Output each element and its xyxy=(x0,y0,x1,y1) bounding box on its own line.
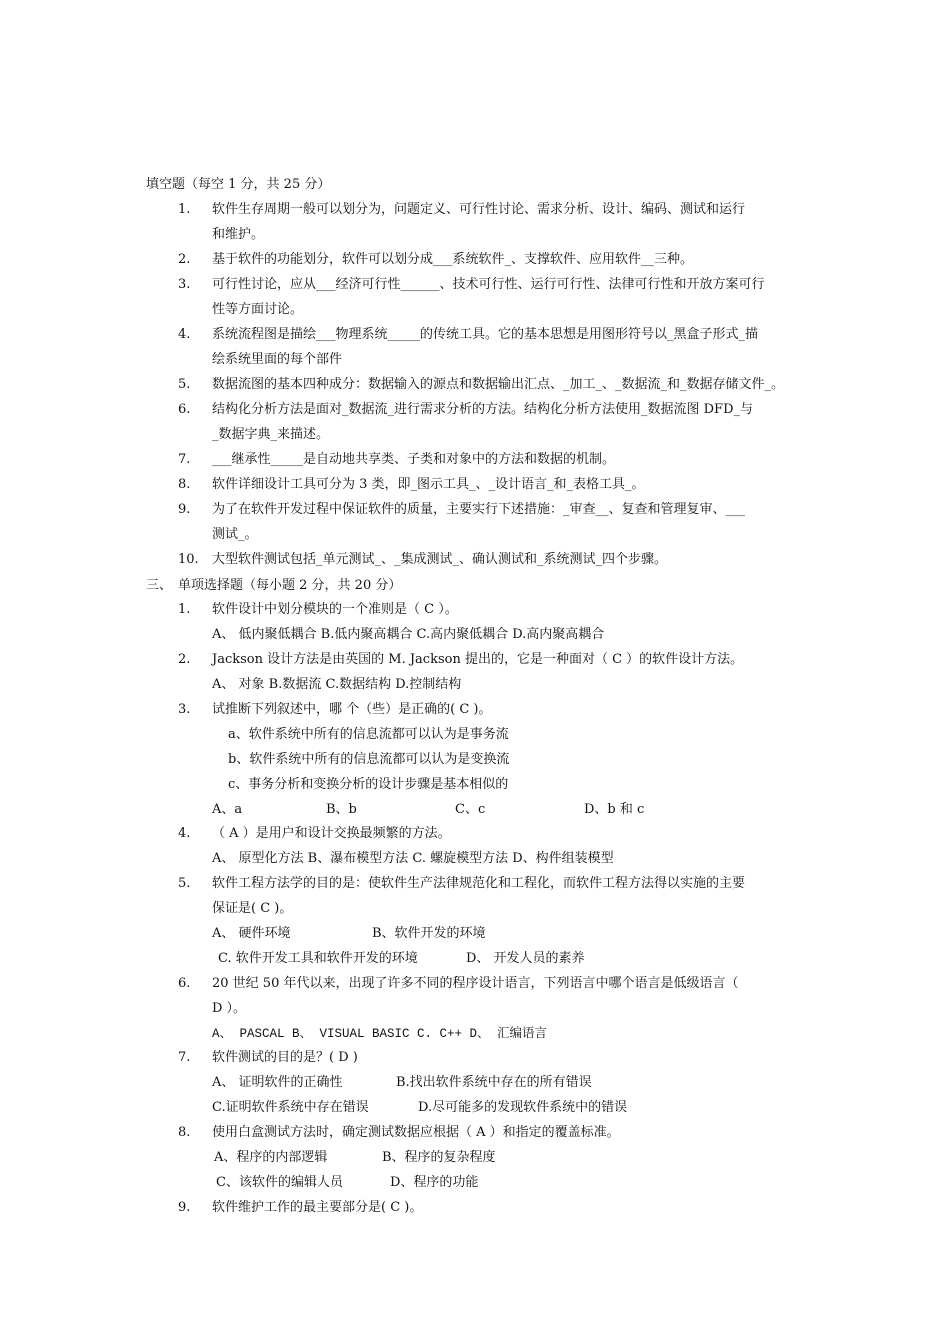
question-text: 基于软件的功能划分，软件可以划分成___系统软件_、支撑软件、应用软件__三种。 xyxy=(212,252,694,267)
question-number: 3. xyxy=(178,702,191,717)
question-text-continued: _数据字典_来描述。 xyxy=(212,427,330,442)
question-number: 2. xyxy=(178,252,191,267)
option-c: C、该软件的编辑人员 xyxy=(216,1175,343,1190)
option-a: A、程序的内部逻辑 xyxy=(214,1150,328,1165)
question-text: 软件测试的目的是？( D ) xyxy=(212,1050,358,1065)
option-b: B.找出软件系统中存在的所有错误 xyxy=(396,1075,592,1090)
question-text: （ A ）是用户和设计交换最频繁的方法。 xyxy=(212,826,451,841)
question-number: 4. xyxy=(178,826,191,841)
question-text: 软件工程方法学的目的是：使软件生产法律规范化和工程化，而软件工程方法得以实施的主要 xyxy=(212,876,746,891)
question-text: 数据流图的基本四种成分：数据输入的源点和数据输出汇点、_加工_、_数据流_和_数据存储文件_。 xyxy=(212,377,785,392)
question-number: 8. xyxy=(178,1125,191,1140)
question-number: 1. xyxy=(178,202,191,217)
question-number: 9. xyxy=(178,1200,191,1215)
question-text: 系统流程图是描绘___物理系统_____的传统工具。它的基本思想是用图形符号以_黑盒子形式_描 xyxy=(212,327,759,342)
option-d: D、程序的功能 xyxy=(390,1175,479,1190)
question-text: 软件详细设计工具可分为 3 类，即_图示工具_、_设计语言_和_表格工具_。 xyxy=(212,477,645,492)
option-d: D、b 和 c xyxy=(584,802,645,817)
statement-c: c、事务分析和变换分析的设计步骤是基本相似的 xyxy=(228,777,509,792)
question-number: 8. xyxy=(178,477,191,492)
question-number: 4. xyxy=(178,327,191,342)
question-text: 可行性讨论，应从___经济可行性______、技术可行性、运行可行性、法律可行性和开放方案可行 xyxy=(212,277,765,292)
section-number: 三、 xyxy=(146,578,173,593)
question-text: 为了在软件开发过程中保证软件的质量，主要实行下述措施：_审查__、复查和管理复审、___ xyxy=(212,502,746,517)
question-text: ___继承性_____是自动地共享类、子类和对象中的方法和数据的机制。 xyxy=(212,452,616,467)
question-text: 结构化分析方法是面对_数据流_进行需求分析的方法。结构化分析方法使用_数据流图 DFD_与 xyxy=(212,402,753,417)
question-number: 7. xyxy=(178,452,191,467)
statement-b: b、软件系统中所有的信息流都可以认为是变换流 xyxy=(228,752,510,767)
question-text: Jackson 设计方法是由英国的 M. Jackson 提出的，它是一种面对（ C ）的软件设计方法。 xyxy=(212,652,744,667)
option-a: A、 硬件环境 xyxy=(212,926,291,941)
question-options: A、 PASCAL B、 VISUAL BASIC C. C++ D、 汇编语言 xyxy=(212,1027,548,1041)
question-number: 9. xyxy=(178,502,191,517)
question-text-continued: 保证是( C )。 xyxy=(212,901,293,916)
option-a: A、 证明软件的正确性 xyxy=(212,1075,343,1090)
option-b: B、b xyxy=(326,802,357,817)
question-number: 7. xyxy=(178,1050,191,1065)
question-text: 软件设计中划分模块的一个准则是（ C ）。 xyxy=(212,602,458,617)
option-b: B、程序的复杂程度 xyxy=(382,1150,496,1165)
question-number: 5. xyxy=(178,377,191,392)
question-text-continued: 性等方面讨论。 xyxy=(212,302,304,317)
option-d: D.尽可能多的发现软件系统中的错误 xyxy=(418,1100,628,1115)
question-text: 软件生存周期一般可以划分为，问题定义、可行性讨论、需求分析、设计、编码、测试和运行 xyxy=(212,202,746,217)
question-options: A、 对象 B.数据流 C.数据结构 D.控制结构 xyxy=(212,677,462,692)
question-number: 5. xyxy=(178,876,191,891)
option-d: D、 开发人员的素养 xyxy=(466,951,585,966)
option-b: B、软件开发的环境 xyxy=(372,926,486,941)
question-options: A、 原型化方法 B、瀑布模型方法 C. 螺旋模型方法 D、构件组装模型 xyxy=(212,851,614,866)
section-heading-single-choice: 单项选择题（每小题 2 分，共 20 分） xyxy=(178,578,402,593)
section-heading-fill-in: 填空题（每空 1 分，共 25 分） xyxy=(146,177,331,192)
question-number: 2. xyxy=(178,652,191,667)
question-number: 10. xyxy=(178,552,199,567)
option-c: C.证明软件系统中存在错误 xyxy=(212,1100,369,1115)
question-number: 3. xyxy=(178,277,191,292)
question-text: 软件维护工作的最主要部分是( C )。 xyxy=(212,1200,423,1215)
question-text: 使用白盒测试方法时，确定测试数据应根据（ A ）和指定的覆盖标准。 xyxy=(212,1125,620,1140)
question-number: 6. xyxy=(178,976,191,991)
question-text: 试推断下列叙述中，哪 个（些）是正确的( C )。 xyxy=(212,702,492,717)
option-a: A、a xyxy=(212,802,243,817)
question-text-continued: D ）。 xyxy=(212,1001,247,1016)
option-c: C. 软件开发工具和软件开发的环境 xyxy=(218,951,418,966)
question-text-continued: 和维护。 xyxy=(212,227,265,242)
question-text-continued: 测试_。 xyxy=(212,527,258,542)
statement-a: a、软件系统中所有的信息流都可以认为是事务流 xyxy=(228,727,509,742)
question-number: 1. xyxy=(178,602,191,617)
question-number: 6. xyxy=(178,402,191,417)
question-text-continued: 绘系统里面的每个部件 xyxy=(212,352,343,367)
option-c: C、c xyxy=(455,802,486,817)
question-options: A、 低内聚低耦合 B.低内聚高耦合 C.高内聚低耦合 D.高内聚高耦合 xyxy=(212,627,605,642)
question-text: 大型软件测试包括_单元测试_、_集成测试_、确认测试和_系统测试_四个步骤。 xyxy=(212,552,668,567)
question-text: 20 世纪 50 年代以来，出现了许多不同的程序设计语言，下列语言中哪个语言是低级语言（ xyxy=(212,976,739,991)
